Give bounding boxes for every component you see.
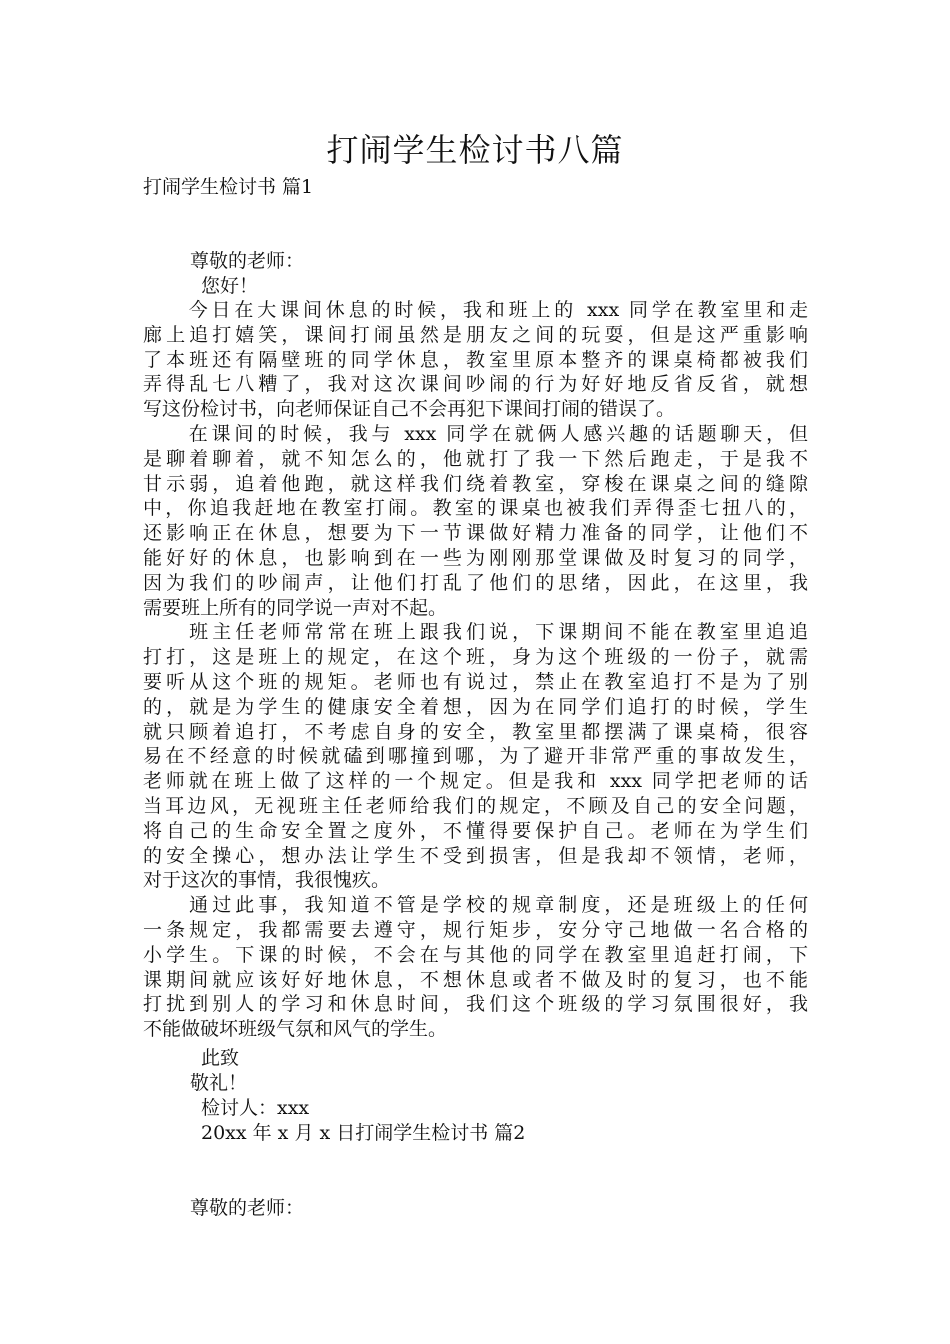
salutation: 尊敬的老师： — [190, 250, 305, 272]
paragraph-line: 打扰到别人的学习和休息时间，我们这个班级的学习氛围很好，我 — [143, 993, 808, 1016]
paragraph-line: 的安全操心，想办法让学生不受到损害，但是我却不领情，老师， — [143, 844, 808, 867]
paragraph-line: 老师就在班上做了这样的一个规定。但是我和 xxx 同学把老师的话 — [143, 770, 808, 793]
letter-body — [143, 298, 808, 1042]
paragraph-line: 对于这次的事情，我很愧疚。 — [143, 869, 391, 892]
paragraph-line: 写这份检讨书，向老师保证自己不会再犯下课间打闹的错误了。 — [143, 398, 676, 421]
paragraph-line: 小学生。下课的时候，不会在与其他的同学在教室里追赶打闹，下 — [143, 943, 808, 966]
paragraph-line: 易在不经意的时候就磕到哪撞到哪，为了避开非常严重的事故发生， — [143, 745, 808, 768]
paragraph-line: 班主任老师常常在班上跟我们说，下课期间不能在教室里追追 — [143, 621, 808, 644]
paragraph-line: 打打，这是班上的规定，在这个班，身为这个班级的一份子，就需 — [143, 646, 808, 669]
paragraph-line: 因为我们的吵闹声，让他们打乱了他们的思绪，因此，在这里，我 — [143, 571, 808, 594]
signature: 检讨人：xxx — [201, 1097, 310, 1119]
paragraph-line: 在课间的时候，我与 xxx 同学在就俩人感兴趣的话题聊天，但 — [143, 422, 808, 445]
paragraph-line: 是聊着聊着，就不知怎么的，他就打了我一下然后跑走，于是我不 — [143, 447, 808, 470]
paragraph-line: 不能做破坏班级气氛和风气的学生。 — [143, 1018, 448, 1041]
paragraph-line: 将自己的生命安全置之度外，不懂得要保护自己。老师在为学生们 — [143, 819, 808, 842]
paragraph-line: 了本班还有隔壁班的同学休息，教室里原本整齐的课桌椅都被我们 — [143, 348, 808, 371]
paragraph-line: 通过此事，我知道不管是学校的规章制度，还是班级上的任何 — [143, 894, 808, 917]
paragraph-line: 还影响正在休息，想要为下一节课做好精力准备的同学，让他们不 — [143, 522, 808, 545]
paragraph-line: 弄得乱七八糟了，我对这次课间吵闹的行为好好地反省反省，就想 — [143, 373, 808, 396]
paragraph-line: 今日在大课间休息的时候，我和班上的 xxx 同学在教室里和走 — [143, 299, 808, 321]
salutation-2: 尊敬的老师： — [190, 1197, 305, 1219]
document-title: 打闹学生检讨书八篇 — [326, 131, 624, 169]
paragraph-line: 就只顾着追打，不考虑自身的安全，教室里都摆满了课桌椅，很容 — [143, 720, 808, 743]
paragraph-line: 一条规定，我都需要去遵守，规行矩步，安分守己地做一名合格的 — [143, 918, 808, 941]
section-heading: 打闹学生检讨书 篇1 — [143, 176, 314, 198]
paragraph-line: 需要班上所有的同学说一声对不起。 — [143, 596, 448, 619]
paragraph-line: 中，你追我赶地在教室打闹。教室的课桌也被我们弄得歪七扭八的， — [143, 497, 808, 520]
date-and-next-heading: 20xx 年 x 月 x 日打闹学生检讨书 篇2 — [201, 1122, 526, 1144]
closing-line-2: 敬礼！ — [190, 1072, 248, 1094]
paragraph-line: 要听从这个班的规矩。老师也有说过，禁止在教室追打不是为了别 — [143, 670, 808, 693]
paragraph-line: 甘示弱，追着他跑，就这样我们绕着教室，穿梭在课桌之间的缝隙 — [143, 472, 808, 495]
paragraph-line: 能好好的休息，也影响到在一些为刚刚那堂课做及时复习的同学， — [143, 546, 808, 569]
paragraph-line: 课期间就应该好好地休息，不想休息或者不做及时的复习，也不能 — [143, 968, 808, 991]
paragraph-line: 廊上追打嬉笑，课间打闹虽然是朋友之间的玩耍，但是这严重影响 — [143, 323, 808, 346]
paragraph-line: 当耳边风，无视班主任老师给我们的规定，不顾及自己的安全问题， — [143, 794, 808, 817]
paragraph-line: 的，就是为学生的健康安全着想，因为在同学们追打的时候，学生 — [143, 695, 808, 718]
closing-line-1: 此致 — [201, 1047, 240, 1069]
greeting: 您好！ — [201, 275, 259, 297]
